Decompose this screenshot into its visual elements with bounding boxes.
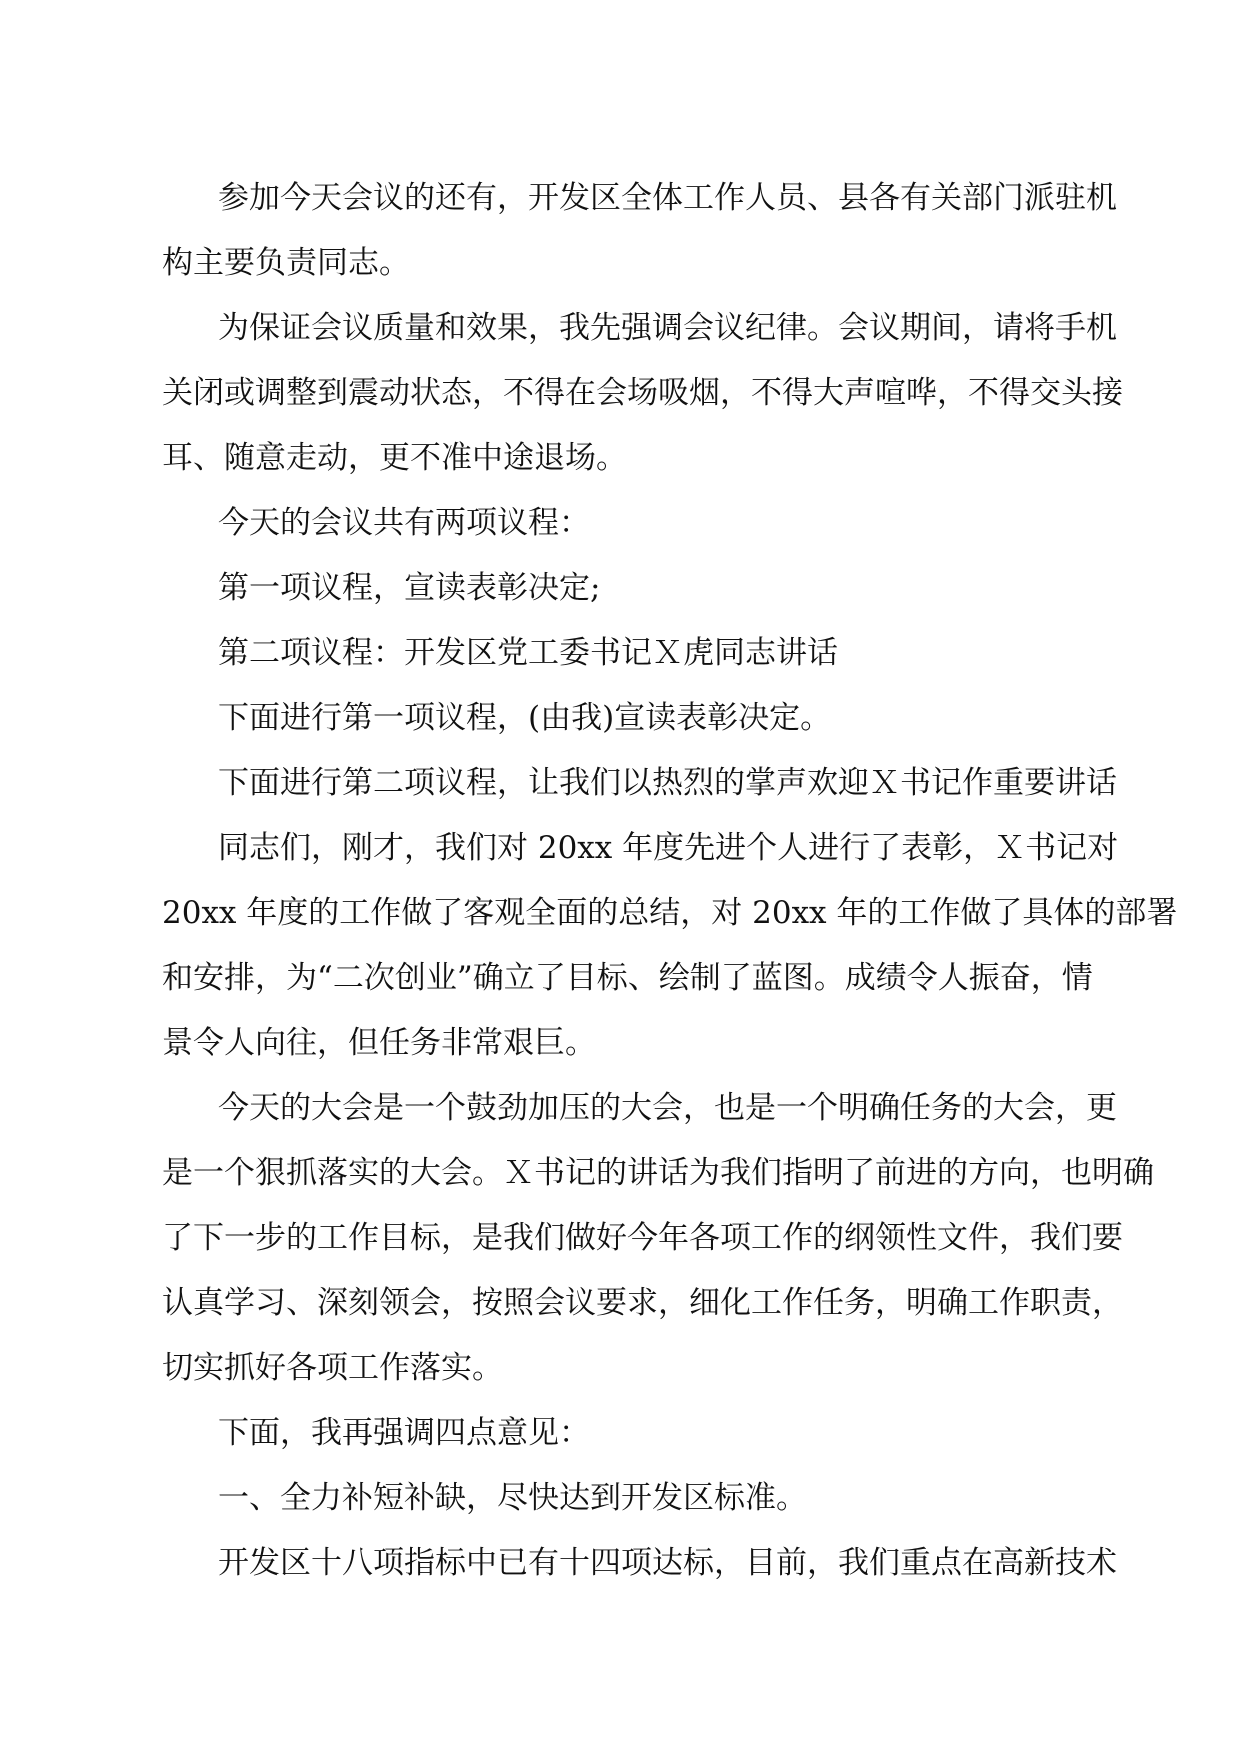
text-line: 同志们，刚才，我们对 20xx 年度先进个人进行了表彰，Ｘ书记对 bbox=[218, 830, 1119, 866]
text-line: 切实抓好各项工作落实。 bbox=[162, 1350, 503, 1386]
text-line: 构主要负责同志。 bbox=[162, 245, 410, 281]
text-line: 开发区十八项指标中已有十四项达标，目前，我们重点在高新技术 bbox=[218, 1545, 1117, 1581]
text-line: 一、全力补短补缺，尽快达到开发区标准。 bbox=[218, 1480, 807, 1516]
text-line: 第一项议程，宣读表彰决定; bbox=[218, 570, 601, 606]
text-line: 是一个狠抓落实的大会。Ｘ书记的讲话为我们指明了前进的方向，也明确 bbox=[162, 1155, 1154, 1191]
text-line: 20xx 年度的工作做了客观全面的总结，对 20xx 年的工作做了具体的部署 bbox=[162, 895, 1178, 931]
text-line: 景令人向往，但任务非常艰巨。 bbox=[162, 1025, 596, 1061]
text-line: 第二项议程：开发区党工委书记Ｘ虎同志讲话 bbox=[218, 635, 838, 671]
text-line: 下面进行第二项议程，让我们以热烈的掌声欢迎Ｘ书记作重要讲话 bbox=[218, 765, 1117, 801]
text-line: 今天的会议共有两项议程： bbox=[218, 505, 590, 541]
text-line: 今天的大会是一个鼓劲加压的大会，也是一个明确任务的大会，更 bbox=[218, 1090, 1117, 1126]
text-line: 了下一步的工作目标，是我们做好今年各项工作的纲领性文件，我们要 bbox=[162, 1220, 1123, 1256]
text-line: 耳、随意走动，更不准中途退场。 bbox=[162, 440, 627, 476]
text-line: 下面进行第一项议程，(由我)宣读表彰决定。 bbox=[218, 700, 832, 736]
text-line: 认真学习、深刻领会，按照会议要求，细化工作任务，明确工作职责， bbox=[162, 1285, 1123, 1321]
text-line: 和安排，为“二次创业”确立了目标、绘制了蓝图。成绩令人振奋，情 bbox=[162, 960, 1093, 996]
text-line: 为保证会议质量和效果，我先强调会议纪律。会议期间，请将手机 bbox=[218, 310, 1117, 346]
text-line: 关闭或调整到震动状态，不得在会场吸烟，不得大声喧哗，不得交头接 bbox=[162, 375, 1123, 411]
text-line: 参加今天会议的还有，开发区全体工作人员、县各有关部门派驻机 bbox=[218, 180, 1117, 216]
text-line: 下面，我再强调四点意见： bbox=[218, 1415, 590, 1451]
